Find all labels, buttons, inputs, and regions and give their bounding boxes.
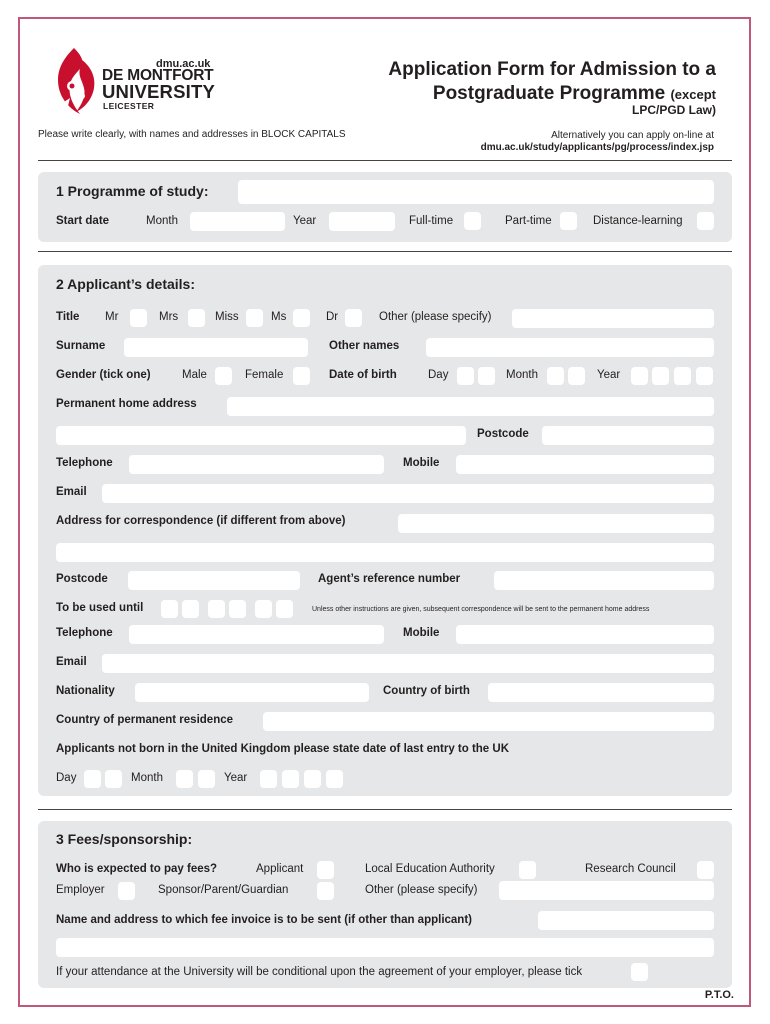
corr-address-field-2[interactable] [56, 543, 714, 562]
who-pays-label: Who is expected to pay fees? [56, 863, 218, 875]
ms-checkbox[interactable] [293, 309, 310, 327]
home-postcode-label: Postcode [477, 428, 529, 440]
pto-label: P.T.O. [704, 989, 734, 1001]
distance-learning-label: Distance-learning [593, 215, 683, 227]
home-address-field-1[interactable] [227, 397, 714, 416]
other-payer-label: Other (please specify) [365, 884, 478, 896]
invoice-field-2[interactable] [56, 938, 714, 957]
nationality-label: Nationality [56, 685, 115, 697]
applicant-checkbox[interactable] [317, 861, 334, 879]
employer-checkbox[interactable] [118, 882, 135, 900]
lea-label: Local Education Authority [365, 863, 495, 875]
dob-month-label: Month [506, 369, 538, 381]
other-title-field[interactable] [512, 309, 714, 328]
home-address-field-2[interactable] [56, 426, 466, 445]
research-council-checkbox[interactable] [697, 861, 714, 879]
start-month-field[interactable] [190, 212, 285, 231]
block-capitals-note: Please write clearly, with names and addresses in BLOCK CAPITALS [38, 129, 346, 140]
uk-entry-year-box-1[interactable] [260, 770, 277, 788]
mrs-label: Mrs [159, 311, 179, 323]
corr-telephone-field[interactable] [129, 625, 384, 644]
full-time-checkbox[interactable] [464, 212, 481, 230]
corr-mobile-label: Mobile [403, 627, 440, 639]
until-box-3[interactable] [208, 600, 225, 618]
mr-label: Mr [105, 311, 119, 323]
dob-day-box-2[interactable] [478, 367, 495, 385]
divider [38, 160, 732, 161]
invoice-label: Name and address to which fee invoice is to be sent (if other than applicant) [56, 914, 472, 926]
start-year-field[interactable] [329, 212, 395, 231]
dob-label: Date of birth [329, 369, 397, 381]
mobile-field[interactable] [456, 455, 714, 474]
section-fees [38, 821, 732, 988]
female-label: Female [245, 369, 284, 381]
gender-label: Gender (tick one) [56, 369, 151, 381]
dob-year-box-4[interactable] [696, 367, 713, 385]
part-time-checkbox[interactable] [560, 212, 577, 230]
dmu-logo [52, 46, 232, 118]
surname-field[interactable] [124, 338, 308, 357]
other-payer-field[interactable] [499, 881, 714, 900]
uk-entry-month-label: Month [131, 772, 163, 784]
uk-entry-day-box-2[interactable] [105, 770, 122, 788]
email-field[interactable] [102, 484, 714, 503]
start-month-label: Month [146, 215, 178, 227]
dob-year-box-2[interactable] [652, 367, 669, 385]
male-checkbox[interactable] [215, 367, 232, 385]
part-time-label: Part-time [505, 215, 552, 227]
conditional-checkbox[interactable] [631, 963, 648, 981]
employer-label: Employer [56, 884, 105, 896]
dob-year-box-1[interactable] [631, 367, 648, 385]
section-programme [38, 172, 732, 242]
online-url: dmu.ac.uk/study/applicants/pg/process/index.jsp [480, 142, 714, 153]
until-box-1[interactable] [161, 600, 178, 618]
sponsor-checkbox[interactable] [317, 882, 334, 900]
applicant-label: Applicant [256, 863, 304, 875]
uk-entry-label: Applicants not born in the United Kingdom please state date of last entry to the UK [56, 743, 510, 755]
dob-day-label: Day [428, 369, 449, 381]
dob-month-box-2[interactable] [568, 367, 585, 385]
agent-ref-label: Agent’s reference number [318, 573, 461, 585]
online-note: Alternatively you can apply on-line at [551, 130, 714, 141]
nationality-field[interactable] [135, 683, 369, 702]
invoice-field-1[interactable] [538, 911, 714, 930]
home-address-label: Permanent home address [56, 398, 197, 410]
correspondence-note: Unless other instructions are given, subsequent correspondence will be sent to the permanent home address [312, 606, 650, 613]
divider [38, 809, 732, 810]
uk-entry-month-box-1[interactable] [176, 770, 193, 788]
section-1-heading: 1 Programme of study: [56, 183, 209, 199]
conditional-label: If your attendance at the University will be conditional upon the agreement of your employer, please tick [56, 966, 583, 978]
section-2-heading: 2 Applicant’s details: [56, 276, 195, 292]
corr-postcode-field[interactable] [128, 571, 300, 590]
uk-entry-day-box-1[interactable] [84, 770, 101, 788]
corr-address-field-1[interactable] [398, 514, 714, 533]
title-label: Title [56, 311, 80, 323]
mrs-checkbox[interactable] [188, 309, 205, 327]
logo-line-2: UNIVERSITY [102, 81, 216, 102]
start-date-label: Start date [56, 215, 110, 227]
uk-entry-day-label: Day [56, 772, 77, 784]
surname-label: Surname [56, 340, 106, 352]
dob-day-box-1[interactable] [457, 367, 474, 385]
dr-checkbox[interactable] [345, 309, 362, 327]
miss-label: Miss [215, 311, 239, 323]
uk-entry-year-box-2[interactable] [282, 770, 299, 788]
programme-field[interactable] [238, 180, 714, 204]
distance-learning-checkbox[interactable] [697, 212, 714, 230]
corr-email-label: Email [56, 656, 87, 668]
telephone-field[interactable] [129, 455, 384, 474]
until-box-2[interactable] [182, 600, 199, 618]
logo-url: dmu.ac.uk [156, 58, 211, 70]
female-checkbox[interactable] [293, 367, 310, 385]
dob-year-box-3[interactable] [674, 367, 691, 385]
mobile-label: Mobile [403, 457, 440, 469]
dob-month-box-1[interactable] [547, 367, 564, 385]
research-council-label: Research Council [585, 863, 676, 875]
corr-address-label: Address for correspondence (if different from above) [56, 515, 346, 527]
miss-checkbox[interactable] [246, 309, 263, 327]
logo-line-3: LEICESTER [103, 101, 155, 111]
dmu-crest-icon [52, 46, 102, 116]
full-time-label: Full-time [409, 215, 454, 227]
until-box-6[interactable] [276, 600, 293, 618]
country-birth-label: Country of birth [383, 685, 470, 697]
male-label: Male [182, 369, 207, 381]
home-postcode-field[interactable] [542, 426, 714, 445]
telephone-label: Telephone [56, 457, 113, 469]
corr-email-field[interactable] [102, 654, 714, 673]
until-box-5[interactable] [255, 600, 272, 618]
ms-label: Ms [271, 311, 287, 323]
email-label: Email [56, 486, 87, 498]
country-birth-field[interactable] [488, 683, 714, 702]
dr-label: Dr [326, 311, 339, 323]
uk-entry-month-box-2[interactable] [198, 770, 215, 788]
uk-entry-year-box-3[interactable] [304, 770, 321, 788]
corr-telephone-label: Telephone [56, 627, 113, 639]
uk-entry-year-box-4[interactable] [326, 770, 343, 788]
country-residence-label: Country of permanent residence [56, 714, 234, 726]
logo-line-1: DE MONTFORT [102, 67, 214, 84]
agent-ref-field[interactable] [494, 571, 714, 590]
form-title-line-2: Postgraduate Programme (except [432, 83, 716, 104]
dob-year-label: Year [597, 369, 621, 381]
section-applicant [38, 265, 732, 796]
divider [38, 251, 732, 252]
mr-checkbox[interactable] [130, 309, 147, 327]
form-title-line-1: Application Form for Admission to a [388, 59, 716, 80]
section-3-heading: 3 Fees/sponsorship: [56, 831, 193, 847]
sponsor-label: Sponsor/Parent/Guardian [158, 884, 289, 896]
country-residence-field[interactable] [263, 712, 714, 731]
form-title-line-3: LPC/PGD Law) [631, 103, 716, 117]
used-until-label: To be used until [56, 602, 144, 614]
other-title-label: Other (please specify) [379, 311, 492, 323]
lea-checkbox[interactable] [519, 861, 536, 879]
start-year-label: Year [293, 215, 317, 227]
other-names-label: Other names [329, 340, 400, 352]
uk-entry-year-label: Year [224, 772, 248, 784]
corr-postcode-label: Postcode [56, 573, 108, 585]
corr-mobile-field[interactable] [456, 625, 714, 644]
until-box-4[interactable] [229, 600, 246, 618]
other-names-field[interactable] [426, 338, 714, 357]
